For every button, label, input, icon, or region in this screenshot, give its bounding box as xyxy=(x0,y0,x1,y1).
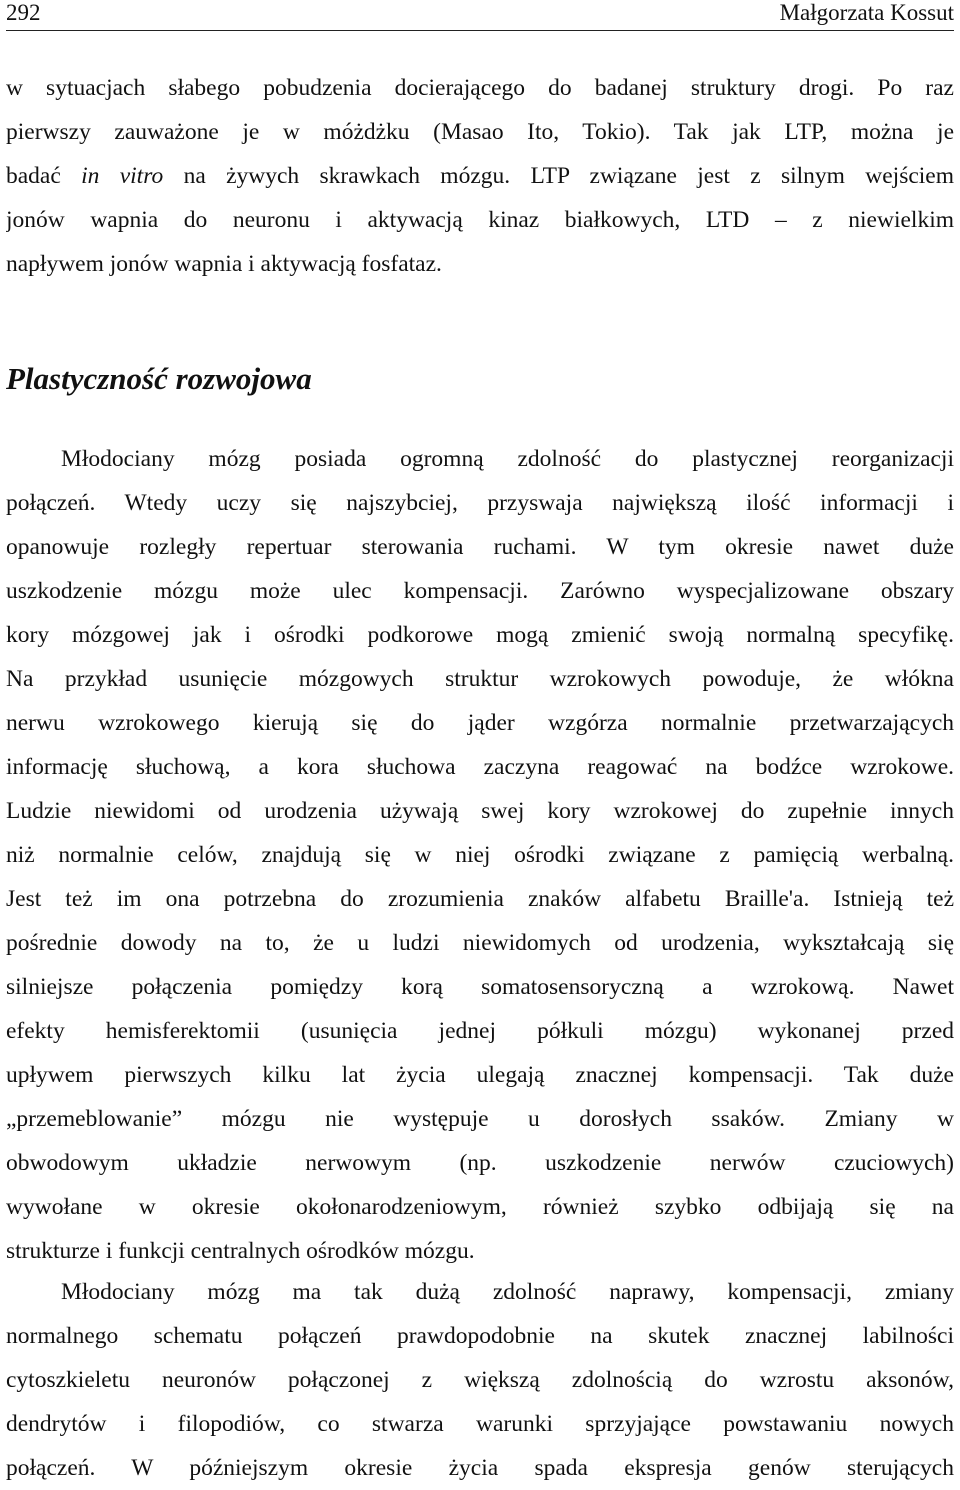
text-line: połączeń. W późniejszym okresie życia spada ekspresja genów sterujących xyxy=(6,1455,954,1481)
text-line: upływem pierwszych kilku lat życia ulegają znacznej kompensacji. Tak duże xyxy=(6,1062,954,1088)
italic-term: in vitro xyxy=(81,163,164,189)
section-heading: Plastyczność rozwojowa xyxy=(6,361,312,396)
running-header xyxy=(6,0,954,31)
text-line: połączeń. Wtedy uczy się najszybciej, przyswaja największą ilość informacji i xyxy=(6,490,954,516)
text-line: strukturze i funkcji centralnych ośrodków mózgu. xyxy=(6,1238,475,1264)
paragraph-ltd-continuation xyxy=(6,66,954,286)
running-head-author: Małgorzata Kossut xyxy=(779,0,954,25)
text-line: Młodociany mózg ma tak dużą zdolność naprawy, kompensacji, zmiany xyxy=(61,1279,954,1305)
text-line: silniejsze połączenia pomiędzy korą somatosensoryczną a wzrokową. Nawet xyxy=(6,974,954,1000)
text-line: opanowuje rozległy repertuar sterowania ruchami. W tym okresie nawet duże xyxy=(6,534,954,560)
text-line: dendrytów i filopodiów, co stwarza warunki sprzyjające powstawaniu nowych xyxy=(6,1411,954,1437)
text-line: kory mózgowej jak i ośrodki podkorowe mogą zmienić swoją normalną specyfikę. xyxy=(6,622,954,648)
text-line: badać in vitro na żywych skrawkach mózgu. LTP związane jest z silnym wejściem xyxy=(6,163,954,189)
text-line: Młodociany mózg posiada ogromną zdolność do plastycznej reorganizacji xyxy=(61,446,954,472)
text-line: wywołane w okresie okołonarodzeniowym, również szybko odbijają się na xyxy=(6,1194,954,1220)
text-line: w sytuacjach słabego pobudzenia docierającego do badanej struktury drogi. Po raz xyxy=(6,75,954,101)
text-line: informację słuchową, a kora słuchowa zaczyna reagować na bodźce wzrokowe. xyxy=(6,754,954,780)
page-number: 292 xyxy=(6,0,41,25)
paragraph-young-brain-repair xyxy=(6,1270,954,1490)
text-line: cytoszkieletu neuronów połączonej z większą zdolnością do wzrostu aksonów, xyxy=(6,1367,954,1393)
text-line: pierwszy zauważone je w móżdżku (Masao Ito, Tokio). Tak jak LTP, można je xyxy=(6,119,954,145)
text-line: efekty hemisferektomii (usunięcia jednej półkuli mózgu) wykonanej przed xyxy=(6,1018,954,1044)
text-line: obwodowym układzie nerwowym (np. uszkodzenie nerwów czuciowych) xyxy=(6,1150,954,1176)
text-line: Jest też im ona potrzebna do zrozumienia znaków alfabetu Braille'a. Istnieją też xyxy=(6,886,954,912)
text-line: pośrednie dowody na to, że u ludzi niewidomych od urodzenia, wykształcają się xyxy=(6,930,954,956)
paragraph-developmental-plasticity xyxy=(6,437,954,1273)
text-line: uszkodzenie mózgu może ulec kompensacji. Zarówno wyspecjalizowane obszary xyxy=(6,578,954,604)
text-line: „przemeblowanie” mózgu nie występuje u dorosłych ssaków. Zmiany w xyxy=(6,1106,954,1132)
text-line: Na przykład usunięcie mózgowych struktur wzrokowych powoduje, że włókna xyxy=(6,666,954,692)
text-line: Ludzie niewidomi od urodzenia używają swej kory wzrokowej do zupełnie innych xyxy=(6,798,954,824)
text-line: niż normalnie celów, znajdują się w niej ośrodki związane z pamięcią werbalną. xyxy=(6,842,954,868)
text-line: nerwu wzrokowego kierują się do jąder wzgórza normalnie przetwarzających xyxy=(6,710,954,736)
text-line: jonów wapnia do neuronu i aktywacją kinaz białkowych, LTD – z niewielkim xyxy=(6,207,954,233)
text-line: napływem jonów wapnia i aktywacją fosfataz. xyxy=(6,251,442,277)
text-line: normalnego schematu połączeń prawdopodobnie na skutek znacznej labilności xyxy=(6,1323,954,1349)
